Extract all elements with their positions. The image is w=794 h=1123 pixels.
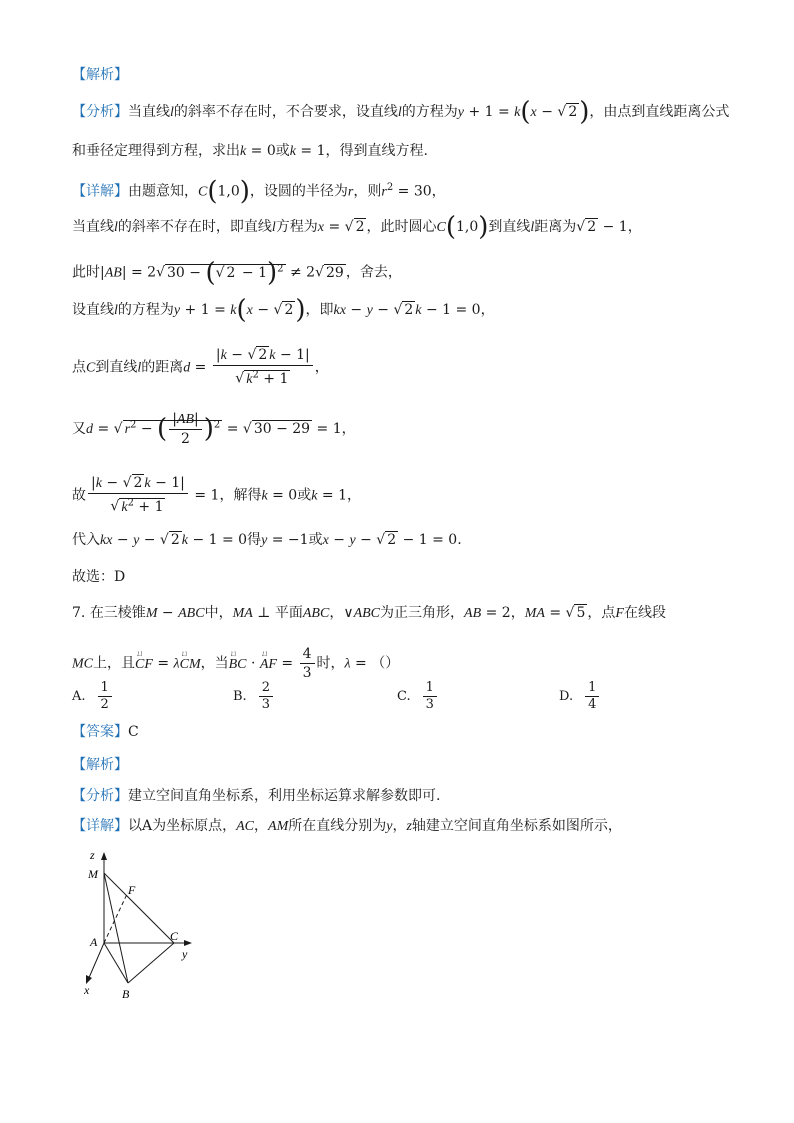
answer-choice-line: 故选：D: [72, 569, 126, 585]
segment-af-dashed: [104, 892, 128, 943]
edge-bc: [128, 943, 174, 983]
label-f: F: [128, 883, 136, 897]
label-a: A: [90, 935, 98, 949]
detail-line-solve-k: 故 $\frac{|k - √ 2 k - 1|}{√ k^2 + 1}$ = 1，解得k = 0或k = 1，: [72, 475, 361, 515]
edge-mb: [104, 873, 128, 983]
label-m: M: [88, 867, 98, 881]
analysis-paragraph-2: 和垂径定理得到方程，求出k = 0或k = 1，得到直线方程.: [72, 143, 428, 159]
detail-line-chord-check: 此时|AB| = 2√ 30 − (√ 2 − 1)$^2$ ≠ 2√ 29 ，舍去，: [72, 257, 402, 288]
section-heading-analysis: 【解析】: [72, 67, 128, 83]
detail-line-line-equation: 设直线l的方程为y + 1 = k(x − √ 2)，即kx − y − √ 2 k − 1 = 0，: [72, 295, 495, 325]
option-d[interactable]: D. $\frac{1}{4}$: [559, 680, 601, 713]
tetrahedron-figure: [70, 848, 210, 1008]
detail-line-result: 代入kx − y − √ 2 k − 1 = 0得y = −1或x − y − √ 2 − 1 = 0.: [72, 532, 462, 548]
detail-line-distance-formula: 点C到直线l的距离d = $\frac{|k - √ 2 k - 1|}{√ k^2 + 1}$ ，: [72, 347, 329, 387]
detail-line-vertical-case: 当直线l的斜率不存在时，即直线l方程为x = √ 2 ，此时圆心C(1,0)到直线l距离为√ 2 − 1，: [72, 212, 642, 242]
label-x: x: [84, 983, 90, 997]
detail-paragraph-1: 【详解】由题意知，C(1,0)，设圆的半径为r，则$r^2 = 30$，: [72, 176, 446, 207]
edge-ab: [104, 943, 128, 983]
label-b: B: [122, 987, 130, 1001]
y-axis-arrow: [184, 940, 192, 946]
label-y: y: [182, 947, 188, 961]
detail-paragraph-q7: 【详解】以A为坐标原点，AC，AM所在直线分别为y，z轴建立空间直角坐标系如图所示，: [72, 818, 622, 834]
label-z: z: [90, 848, 95, 862]
analysis-paragraph-q7: 【分析】建立空间直角坐标系，利用坐标运算求解参数即可.: [72, 788, 441, 804]
answer-line: 【答案】C: [72, 724, 139, 740]
option-b[interactable]: B. $\frac{2}{3}$: [233, 680, 275, 713]
section-heading-analysis-2: 【解析】: [72, 757, 128, 773]
question-7-stem-line-1: 7. 在三棱锥M − ABC中，MA ⊥ 平面ABC，∨ABC为正三角形，AB = 2，MA = √ 5 ，点F在线段: [72, 605, 666, 621]
edge-mc: [104, 873, 174, 943]
detail-line-distance-value: 又d = √ $r^2$ − ( $\frac{|AB|}{2}$ )$^2$ = √ 30 − 29 = 1，: [72, 411, 356, 447]
label-c: C: [170, 929, 179, 943]
option-c[interactable]: C. $\frac{1}{3}$: [397, 680, 439, 713]
question-7-stem-line-2: MC上，且ㄩ CF = λㄩ CM，当ㄩ BC · ㄩ AF = $\frac{4}{3}$ 时，λ = （）: [72, 645, 399, 682]
option-a[interactable]: A. $\frac{1}{2}$: [72, 680, 114, 713]
analysis-paragraph-1: 【分析】当直线l的斜率不存在时，不合要求，设直线l的方程为y + 1 = k(x − √ 2)，由点到直线距离公式: [72, 97, 730, 127]
z-axis-arrow: [101, 852, 107, 860]
